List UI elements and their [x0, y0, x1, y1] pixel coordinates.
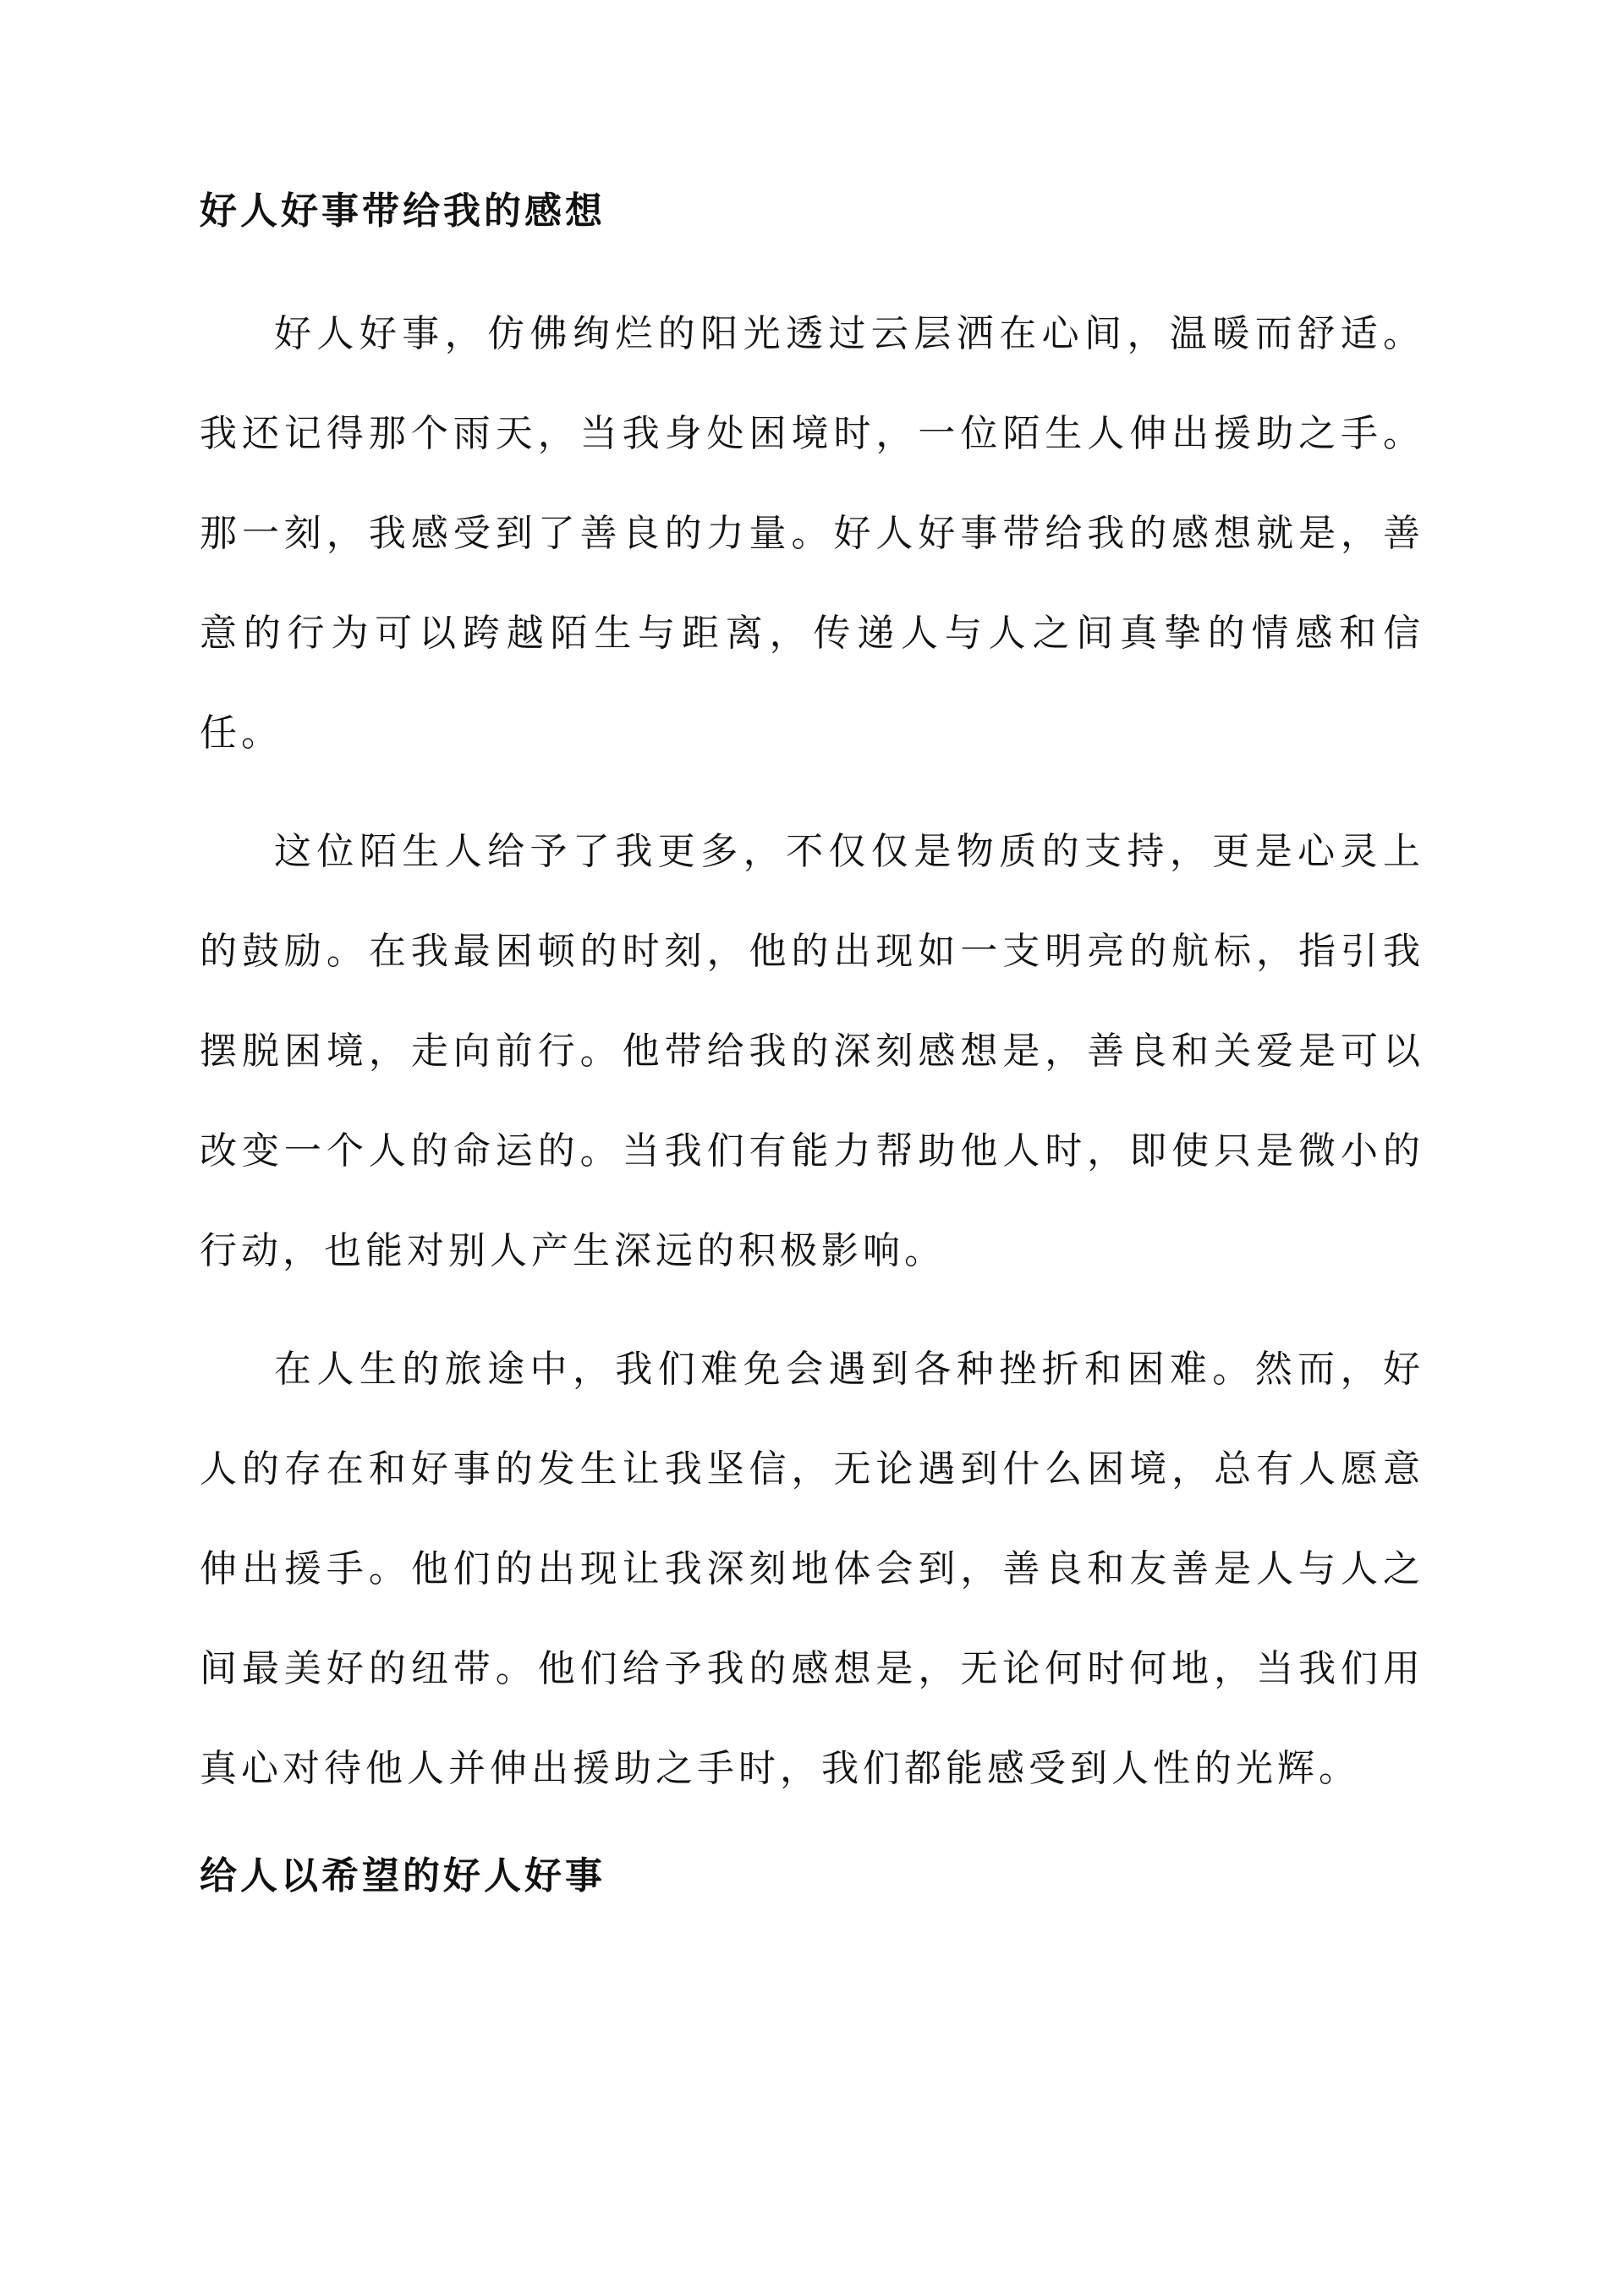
paragraph-2: 这位陌生人给予了我更多，不仅仅是物质的支持，更是心灵上的鼓励。在我最困顿的时刻，他的出现如一支明亮的航标，指引我摆脱困境，走向前行。他带给我的深刻感想是，善良和关爱是可以改变一个人的命运的。当我们有能力帮助他人时，即使只是微小的行动，也能对别人产生深远的积极影响。 — [200, 830, 1424, 1272]
paragraph-3: 在人生的旅途中，我们难免会遇到各种挫折和困难。然而，好人的存在和好事的发生让我坚信，无论遇到什么困境，总有人愿意伸出援手。他们的出现让我深刻地体会到，善良和友善是人与人之间最美好的纽带。他们给予我的感想是，无论何时何地，当我们用真心对待他人并伸出援助之手时，我们都能感受到人性的光辉。 — [200, 1348, 1424, 1790]
document-page — [200, 186, 1424, 1902]
section-heading: 给人以希望的好人好事 — [200, 1854, 606, 1898]
paragraph-1: 好人好事，仿佛绚烂的阳光透过云层洒在心间，温暖而舒适。我还记得那个雨天，当我身处困境时，一位陌生人伸出援助之手。那一刻，我感受到了善良的力量。好人好事带给我的感想就是，善意的行为可以跨越陌生与距离，传递人与人之间真挚的情感和信任。 — [200, 312, 1424, 755]
document-title: 好人好事带给我的感想 — [200, 190, 606, 233]
